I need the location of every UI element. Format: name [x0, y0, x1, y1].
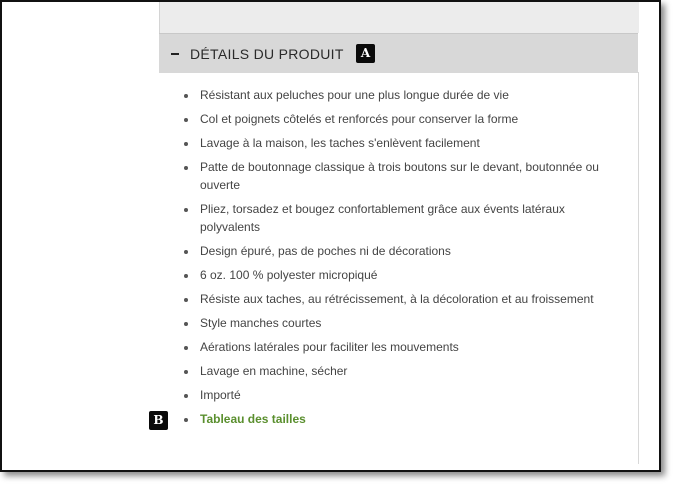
list-item: 6 oz. 100 % polyester micropiqué	[182, 266, 612, 284]
marker-b-badge: B	[149, 411, 168, 430]
list-item: Résiste aux taches, au rétrécissement, à la décoloration et au froissement	[182, 290, 612, 308]
list-item: Aérations latérales pour faciliter les mouvements	[182, 338, 612, 356]
list-item: Style manches courtes	[182, 314, 612, 332]
marker-a-badge: A	[356, 44, 375, 63]
list-item: Pliez, torsadez et bougez confortablement grâce aux évents latéraux polyvalents	[182, 200, 612, 236]
list-item: Patte de boutonnage classique à trois boutons sur le devant, boutonnée ou ouverte	[182, 158, 612, 194]
panel-right-border	[638, 72, 639, 464]
list-item-size-chart	[182, 410, 612, 428]
previous-section-band	[159, 2, 639, 33]
list-item: Résistant aux peluches pour une plus longue durée de vie	[182, 86, 612, 104]
list-item: Design épuré, pas de poches ni de décorations	[182, 242, 612, 260]
list-item: Col et poignets côtelés et renforcés pour conserver la forme	[182, 110, 612, 128]
size-chart-link[interactable]: Tableau des tailles	[200, 412, 306, 426]
list-item: Importé	[182, 386, 612, 404]
product-details-header[interactable]	[159, 33, 638, 73]
product-details-list	[182, 86, 612, 434]
section-title: DÉTAILS DU PRODUIT	[190, 45, 344, 62]
list-item: Lavage à la maison, les taches s'enlèvent facilement	[182, 134, 612, 152]
list-item: Lavage en machine, sécher	[182, 362, 612, 380]
minus-icon[interactable]	[171, 53, 179, 55]
